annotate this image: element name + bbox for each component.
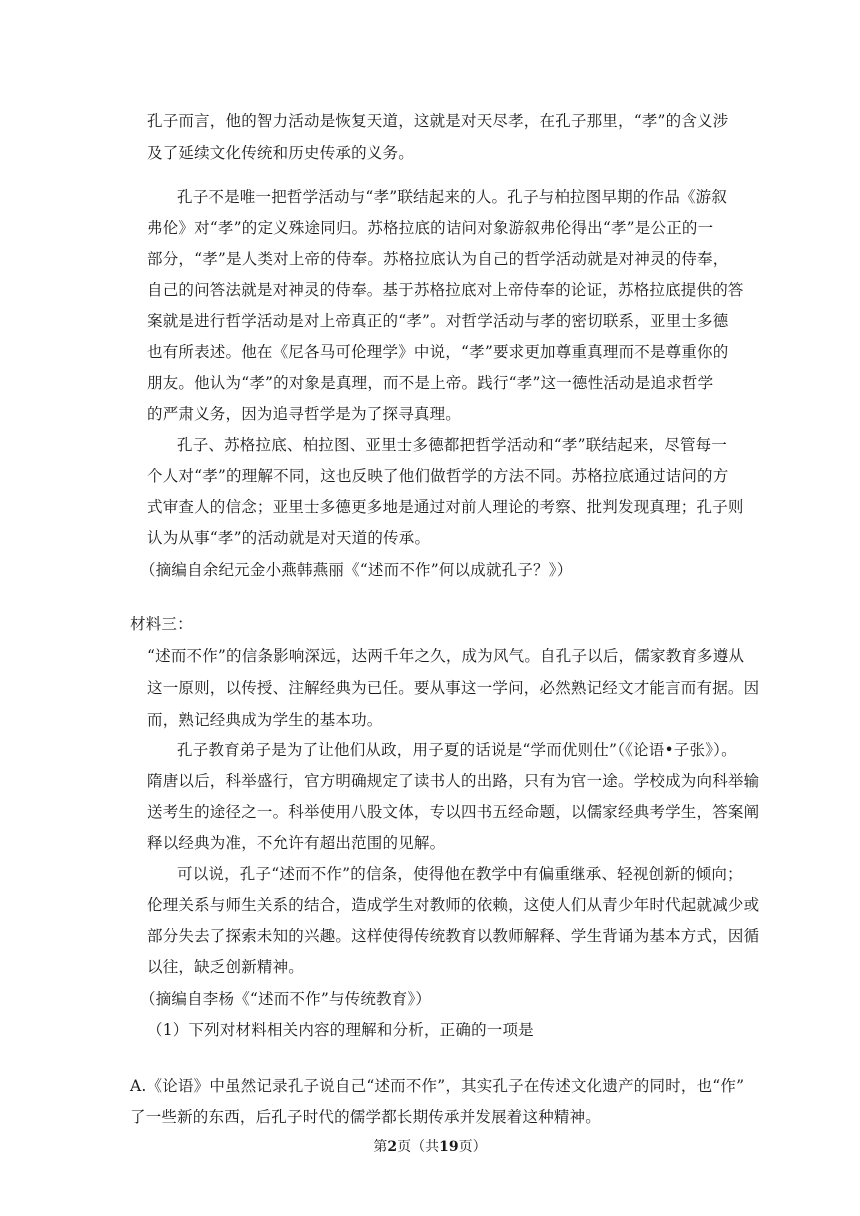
paragraph-line: 自己的问答法就是对神灵的侍奉。基于苏格拉底对上帝侍奉的论证，苏格拉底提供的答	[147, 281, 744, 299]
paragraph-line: 孔子不是唯一把哲学活动与“孝”联结起来的人。孔子与柏拉图早期的作品《游叙	[177, 188, 728, 206]
paragraph-line: 部分失去了探索未知的兴趣。这样使得传统教育以教师解释、学生背诵为基本方式，因循	[147, 927, 760, 945]
paragraph-line: 案就是进行哲学活动是对上帝真正的“孝”。对哲学活动与孝的密切联系，亚里士多德	[147, 312, 729, 330]
paragraph-line: 朋友。他认为“孝”的对象是真理，而不是上帝。践行“孝”这一德性活动是追求哲学	[147, 374, 714, 392]
source-citation: （摘编自余纪元金小燕韩燕丽《“述而不作”何以成就孔子？》）	[140, 561, 573, 579]
paragraph-line: 也有所表述。他在《尼各马可伦理学》中说，“孝”要求更加尊重真理而不是尊重你的	[147, 343, 729, 361]
paragraph-line: 这一原则，以传授、注解经典为已任。要从事这一学问，必然熟记经文才能言而有据。因	[147, 679, 760, 697]
paragraph-line: 认为从事“孝”的活动就是对天道的传承。	[147, 529, 431, 547]
footer-page-number: 2	[387, 1139, 398, 1155]
paragraph-line: 弗伦》对“孝”的定义殊途同归。苏格拉底的诘问对象游叙弗伦得出“孝”是公正的一	[147, 219, 714, 237]
paragraph-line: “述而不作”的信条影响深远，达两千年之久，成为风气。自孔子以后，儒家教育多遵从	[147, 647, 745, 665]
footer-prefix: 第	[373, 1139, 388, 1155]
paragraph-line: 式审查人的信念；亚里士多德更多地是通过对前人理论的考察、批判发现真理；孔子则	[147, 498, 744, 516]
paragraph-line: 隋唐以后，科举盛行，官方明确规定了读书人的出路，只有为官一途。学校成为向科举输	[147, 772, 760, 790]
paragraph-line: 送考生的途径之一。科举使用八股文体，专以四书五经命题，以儒家经典考学生，答案阐	[147, 803, 760, 821]
page-footer	[0, 1138, 860, 1156]
question-stem: （1）下列对材料相关内容的理解和分析，正确的一项是	[147, 1021, 534, 1039]
paragraph-line: 部分，“孝”是人类对上帝的侍奉。苏格拉底认为自己的哲学活动就是对神灵的侍奉，	[147, 250, 729, 268]
paragraph-line: 的严肃义务，因为追寻哲学是为了探寻真理。	[147, 405, 462, 423]
paragraph-line: 而，熟记经典成为学生的基本功。	[147, 711, 383, 729]
paragraph-line: 孔子而言，他的智力活动是恢复天道，这就是对天尽孝，在孔子那里，“孝”的含义涉	[147, 112, 729, 130]
paragraph-line: 个人对“孝”的理解不同，这也反映了他们做哲学的方法不同。苏格拉底通过诘问的方	[147, 467, 729, 485]
paragraph-line: 及了延续文化传统和历史传承的义务。	[147, 144, 414, 162]
section-heading: 材料三：	[130, 615, 193, 633]
paragraph-line: 释以经典为准，不允许有超出范围的见解。	[147, 834, 446, 852]
paragraph-line: 可以说，孔子“述而不作”的信条，使得他在教学中有偏重继承、轻视创新的倾向；	[177, 865, 743, 883]
option-a-line: 了一些新的东西，后孔子时代的儒学都长期传承并发展着这种精神。	[130, 1108, 602, 1126]
footer-total-pages: 19	[439, 1139, 459, 1155]
source-citation: （摘编自李杨《“述而不作”与传统教育》）	[140, 990, 432, 1008]
paragraph-line: 孔子、苏格拉底、柏拉图、亚里士多德都把哲学活动和“孝”联结起来，尽管每一	[177, 436, 728, 454]
paragraph-line: 孔子教育弟子是为了让他们从政，用子夏的话说是“学而优则仕”（《论语•子张》）。	[177, 741, 737, 759]
footer-middle: 页（共	[397, 1139, 440, 1155]
option-a-line: A.《论语》中虽然记录孔子说自己“述而不作”，其实孔子在传述文化遗产的同时，也“作”	[130, 1077, 745, 1095]
footer-suffix: 页）	[458, 1139, 487, 1155]
paragraph-line: 伦理关系与师生关系的结合，造成学生对教师的依赖，这使人们从青少年时代起就减少或	[147, 896, 760, 914]
paragraph-line: 以往，缺乏创新精神。	[147, 958, 305, 976]
